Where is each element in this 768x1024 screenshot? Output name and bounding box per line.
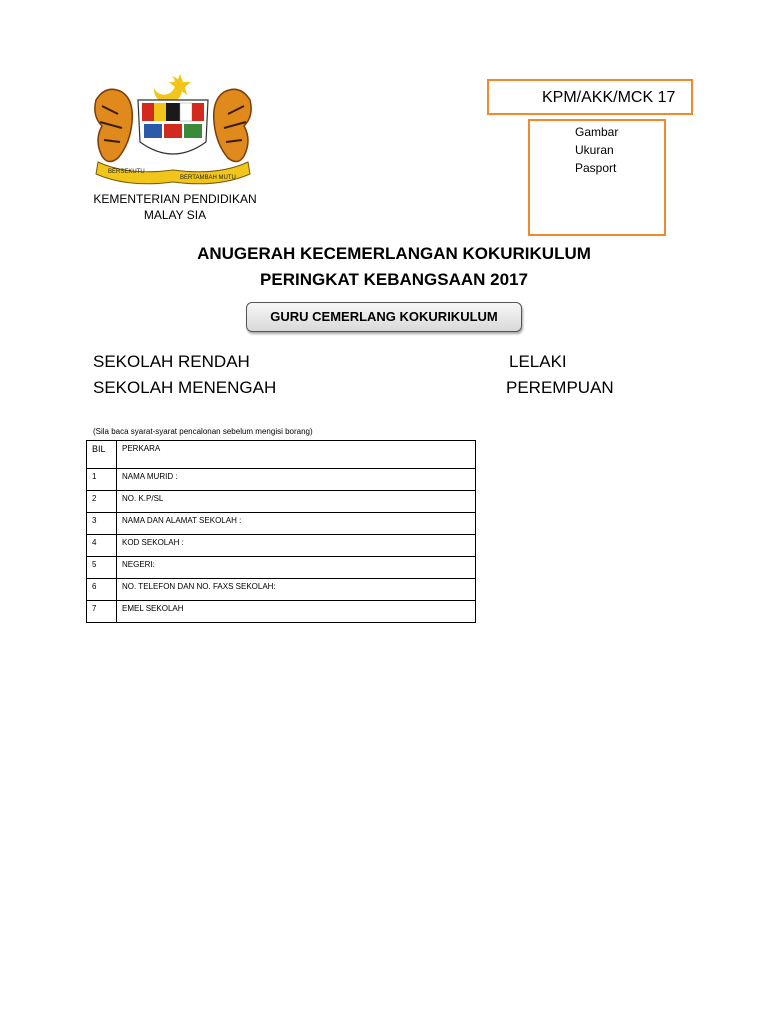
photo-label-line3: Pasport [575, 161, 617, 175]
field-no-kp[interactable]: NO. K.P/SL [117, 491, 476, 513]
table-row [87, 579, 476, 601]
table-row [87, 513, 476, 535]
form-instruction: (Sila baca syarat-syarat pencalonan sebelum mengisi borang) [93, 427, 313, 436]
row-number: 7 [87, 601, 117, 623]
table-row [87, 469, 476, 491]
option-sekolah-rendah[interactable]: SEKOLAH RENDAH [93, 352, 250, 371]
category-button[interactable]: GURU CEMERLANG KOKURIKULUM [246, 302, 522, 332]
table-row [87, 601, 476, 623]
award-title: ANUGERAH KECEMERLANGAN KOKURIKULUM [197, 244, 591, 263]
table-row [87, 557, 476, 579]
option-sekolah-menengah[interactable]: SEKOLAH MENENGAH [93, 378, 277, 397]
ministry-line1: KEMENTERIAN PENDIDIKAN [93, 192, 257, 206]
row-number: 6 [87, 579, 117, 601]
nomination-form-table [86, 440, 476, 623]
row-number: 3 [87, 513, 117, 535]
header-perkara: PERKARA [117, 441, 476, 469]
ministry-line2: MALAY SIA [143, 208, 207, 222]
photo-label-line1: Gambar [575, 125, 619, 139]
form-code-box [487, 79, 693, 115]
row-number: 4 [87, 535, 117, 557]
field-negeri[interactable]: NEGERI: [117, 557, 476, 579]
award-subtitle: PERINGKAT KEBANGSAAN 2017 [260, 270, 528, 289]
table-row [87, 491, 476, 513]
coat-of-arms-logo [88, 70, 258, 190]
field-kod-sekolah[interactable]: KOD SEKOLAH : [117, 535, 476, 557]
form-code: KPM/AKK/MCK 17 [542, 89, 676, 106]
row-number: 2 [87, 491, 117, 513]
crest-motto-right: BERTAMBAH MUTU [180, 175, 236, 181]
table-header-row [87, 441, 476, 469]
passport-photo-box [528, 119, 666, 236]
table-row [87, 535, 476, 557]
field-telefon-faks[interactable]: NO. TELEFON DAN NO. FAXS SEKOLAH: [117, 579, 476, 601]
row-number: 5 [87, 557, 117, 579]
option-perempuan[interactable]: PEREMPUAN [506, 378, 614, 397]
photo-label-line2: Ukuran [575, 143, 614, 157]
field-emel-sekolah[interactable]: EMEL SEKOLAH [117, 601, 476, 623]
field-nama-alamat-sekolah[interactable]: NAMA DAN ALAMAT SEKOLAH : [117, 513, 476, 535]
header-bil: BIL [87, 441, 117, 469]
option-lelaki[interactable]: LELAKI [509, 352, 567, 371]
ministry-name [80, 191, 270, 223]
field-nama-murid[interactable]: NAMA MURID : [117, 469, 476, 491]
crest-motto-left: BERSEKUTU [108, 169, 145, 175]
row-number: 1 [87, 469, 117, 491]
